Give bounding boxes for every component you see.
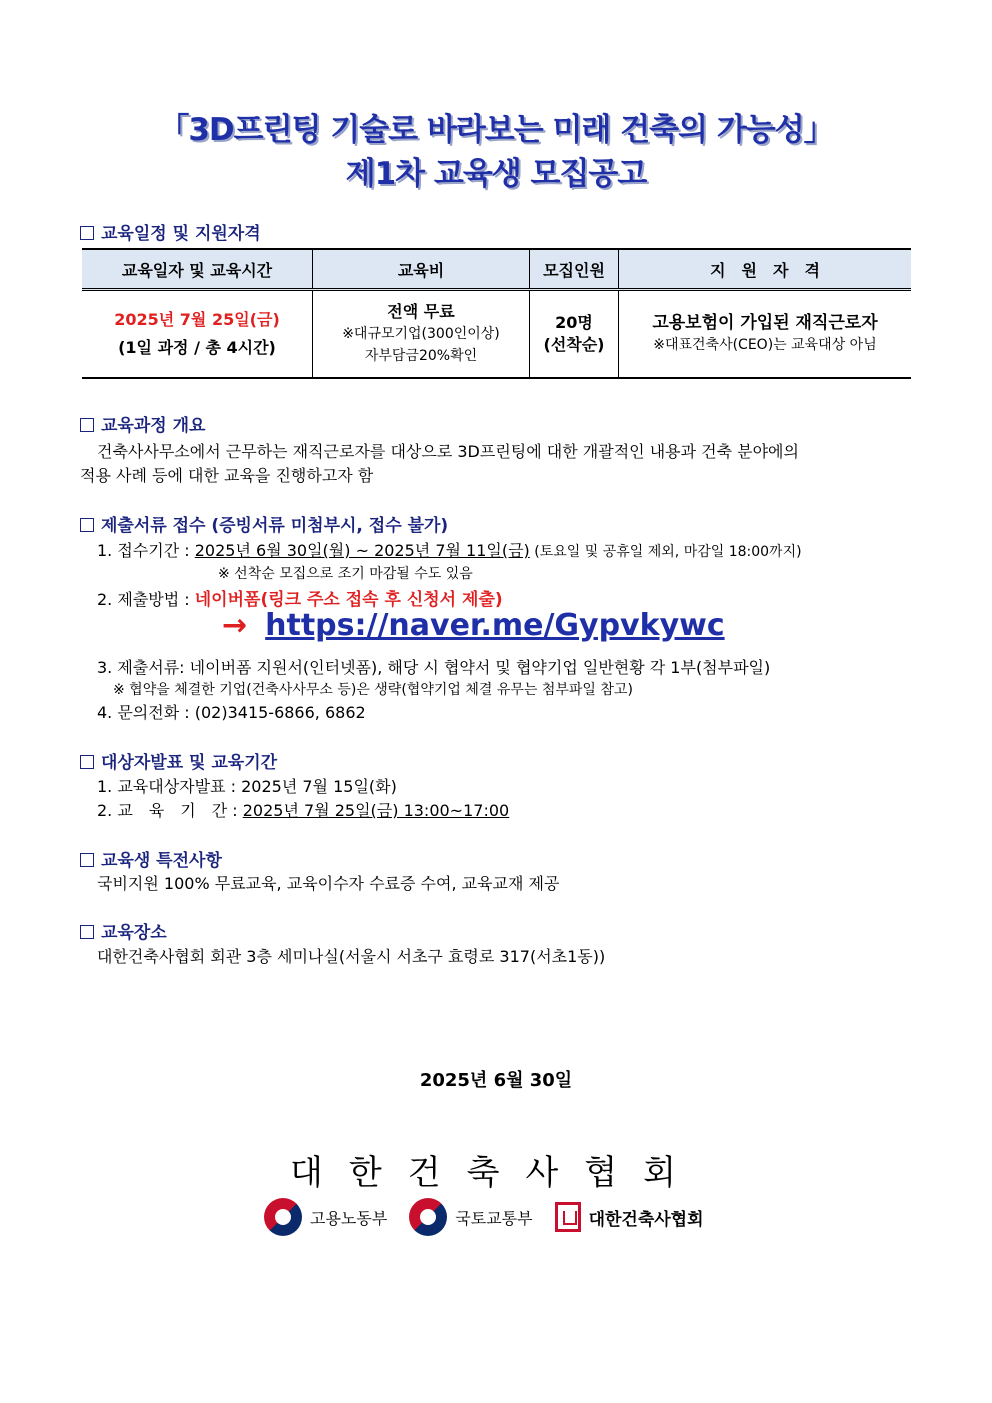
section-schedule-heading: 교육일정 및 지원자격 [80,219,261,244]
fee-note1: ※대규모기업(300인이상) [342,326,500,342]
announcement-line1: 1. 교육대상자발표 : 2025년 7월 15일(화) [97,777,397,796]
logo-kira: 대한건축사협회 [555,1202,704,1232]
checkbox-icon [80,518,94,532]
venue-line: 대한건축사협회 회관 3층 세미나실(서울시 서초구 효령로 317(서초1동)) [97,947,606,966]
contact-phone: 4. 문의전화 : (02)3415-6866, 6862 [97,703,366,722]
arrow-right-icon: → [222,608,248,643]
overview-line1: 건축사사무소에서 근무하는 재직근로자를 대상으로 3D프린팅에 대한 개괄적인 내용과 건축 분야에의 [97,442,799,461]
table-row [82,290,911,379]
doc-title-line2: 제1차 교육생 모집공고 [345,156,647,192]
checkbox-icon [80,755,94,769]
application-link[interactable] [222,608,725,643]
cell-date [82,290,313,379]
period-value: 2025년 6월 30일(월) ~ 2025년 7월 11일(금) [194,541,530,560]
doc-title-line1: 「3D프린팅 기술로 바라보는 미래 건축의 가능성」 [158,112,834,148]
cell-qualification [619,290,912,379]
cell-capacity [530,290,619,379]
taegeuk-icon [409,1198,447,1236]
col-header-capacity: 모집인원 [530,249,619,290]
benefits-line: 국비지원 100% 무료교육, 교육이수자 수료증 수여, 교육교재 제공 [97,874,560,893]
taegeuk-icon [264,1198,302,1236]
section-venue-heading: 교육장소 [80,918,167,943]
qualification-value: 고용보험이 가입된 재직근로자 [652,313,878,333]
section-submission-heading: 제출서류 접수 (증빙서류 미첨부시, 접수 불가) [80,511,448,536]
checkbox-icon [80,418,94,432]
early-close-note: ※ 선착순 모집으로 조기 마감될 수도 있음 [218,566,473,582]
method-value: 네이버폼(링크 주소 접속 후 신청서 제출) [194,590,503,610]
submission-period: 1. 접수기간 : 2025년 6월 30일(월) ~ 2025년 7월 11일(금) (토요일 및 공휴일 제외, 마감일 18:00까지) [97,541,802,560]
issue-date: 2025년 6월 30일 [419,1070,573,1091]
edu-duration: (1일 과정 / 총 4시간) [118,338,276,357]
submission-documents: 3. 제출서류: 네이버폼 지원서(인터넷폼), 해당 시 협약서 및 협약기업 일반현황 각 1부(첨부파일) [97,658,771,677]
section-announcement-heading: 대상자발표 및 교육기간 [80,748,277,773]
edu-date: 2025년 7월 25일(금) [114,310,280,329]
period-note: (토요일 및 공휴일 제외, 마감일 18:00까지) [529,544,802,560]
kira-emblem-icon [555,1202,581,1232]
capacity-value: 20명 [555,313,593,332]
section-overview-heading: 교육과정 개요 [80,411,205,436]
col-header-date: 교육일자 및 교육시간 [82,249,313,290]
submission-method: 2. 제출방법 : 네이버폼(링크 주소 접속 후 신청서 제출) [97,590,503,610]
edu-period-value: 2025년 7월 25일(금) 13:00~17:00 [242,801,510,820]
logo-molit: 국토교통부 [409,1198,532,1236]
checkbox-icon [80,226,94,240]
application-url[interactable]: https://naver.me/Gypvkywc [265,608,725,643]
qualification-note: ※대표건축사(CEO)는 교육대상 아님 [653,337,877,353]
logo-row [264,1198,704,1236]
cell-fee [313,290,530,379]
issuing-organization: 대한건축사협회 [290,1153,702,1193]
col-header-qualification: 지 원 자 격 [619,249,912,290]
section-benefits-heading: 교육생 특전사항 [80,846,222,871]
announcement-line2: 2. 교 육 기 간 : 2025년 7월 25일(금) 13:00~17:00 [97,801,510,820]
capacity-note: (선착순) [543,335,605,354]
schedule-table [82,248,911,379]
documents-note: ※ 협약을 체결한 기업(건축사사무소 등)은 생략(협약기업 체결 유무는 첨부파일 참고) [113,682,633,698]
fee-note2: 자부담금20%확인 [364,348,478,364]
logo-moel: 고용노동부 [264,1198,387,1236]
col-header-fee: 교육비 [313,249,530,290]
fee-value: 전액 무료 [387,302,455,321]
checkbox-icon [80,925,94,939]
checkbox-icon [80,853,94,867]
overview-line2: 적용 사례 등에 대한 교육을 진행하고자 함 [80,466,374,485]
